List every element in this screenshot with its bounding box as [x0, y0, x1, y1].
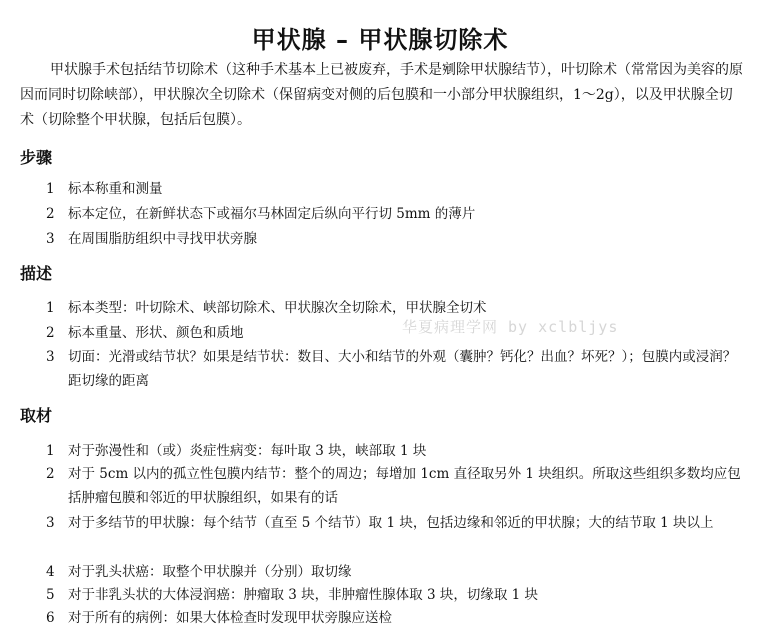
sampling-item: [46, 560, 746, 584]
item-text: 对于乳头状癌：取整个甲状腺并（分别）取切缘: [68, 564, 352, 580]
item-text: 标本称重和测量: [68, 181, 163, 197]
description-item: [46, 321, 746, 345]
sampling-item: [46, 511, 746, 535]
item-number: 5: [46, 587, 55, 603]
sampling-item: [46, 606, 746, 630]
item-text: 对于所有的病例：如果大体检查时发现甲状旁腺应送检: [68, 610, 392, 626]
item-text: 切面：光滑或结节状？如果是结节状：数目、大小和结节的外观（囊肿？钙化？出血？坏死？）；包膜内或浸润？距切缘的距离: [68, 349, 737, 389]
item-number: 2: [46, 466, 55, 482]
item-text: 对于多结节的甲状腺：每个结节（直至 5 个结节）取 1 块，包括边缘和邻近的甲状腺；大的结节取 1 块以上: [68, 515, 714, 531]
item-number: 1: [46, 443, 55, 459]
sampling-item: [46, 439, 746, 463]
intro-paragraph: 甲状腺手术包括结节切除术（这种手术基本上已被废弃，手术是剜除甲状腺结节），叶切除术（常常因为美容的原因而同时切除峡部），甲状腺次全切除术（保留病变对侧的后包膜和一小部分甲状腺组织，1～2g），以及甲状腺全切术（切除整个甲状腺，包括后包膜）。: [20, 62, 743, 128]
item-text: 标本类型：叶切除术、峡部切除术、甲状腺次全切除术，甲状腺全切术: [68, 300, 487, 316]
section-heading-sampling: 取材: [20, 406, 53, 425]
description-item: [46, 345, 746, 393]
item-number: 2: [46, 206, 55, 222]
item-text: 标本定位，在新鲜状态下或福尔马林固定后纵向平行切 5mm 的薄片: [68, 206, 476, 222]
item-number: 3: [46, 349, 55, 365]
sampling-item: [46, 462, 746, 510]
item-number: 3: [46, 231, 55, 247]
item-number: 1: [46, 300, 55, 316]
description-item: [46, 296, 746, 320]
item-number: 2: [46, 325, 55, 341]
item-text: 对于非乳头状的大体浸润癌：肿瘤取 3 块，非肿瘤性腺体取 3 块，切缘取 1 块: [68, 587, 539, 603]
item-number: 6: [46, 610, 55, 626]
section-heading-description: 描述: [20, 264, 53, 283]
section-heading-steps: 步骤: [20, 148, 53, 167]
item-number: 3: [46, 515, 55, 531]
item-text: 对于 5cm 以内的孤立性包膜内结节：整个的周边；每增加 1cm 直径取另外 1 块组织。所取这些组织多数均应包括肿瘤包膜和邻近的甲状腺组织，如果有的话: [68, 466, 741, 506]
steps-item: [46, 227, 746, 251]
steps-item: [46, 177, 746, 201]
item-text: 在周围脂肪组织中寻找甲状旁腺: [68, 231, 257, 247]
steps-item: [46, 202, 746, 226]
item-text: 对于弥漫性和（或）炎症性病变：每叶取 3 块，峡部取 1 块: [68, 443, 427, 459]
item-number: 4: [46, 564, 55, 580]
page-title: 甲状腺 – 甲状腺切除术: [251, 26, 509, 55]
item-text: 标本重量、形状、颜色和质地: [68, 325, 244, 341]
item-number: 1: [46, 181, 55, 197]
watermark-text: 华夏病理学网 by xclbljys: [402, 318, 619, 336]
sampling-item: [46, 583, 746, 607]
